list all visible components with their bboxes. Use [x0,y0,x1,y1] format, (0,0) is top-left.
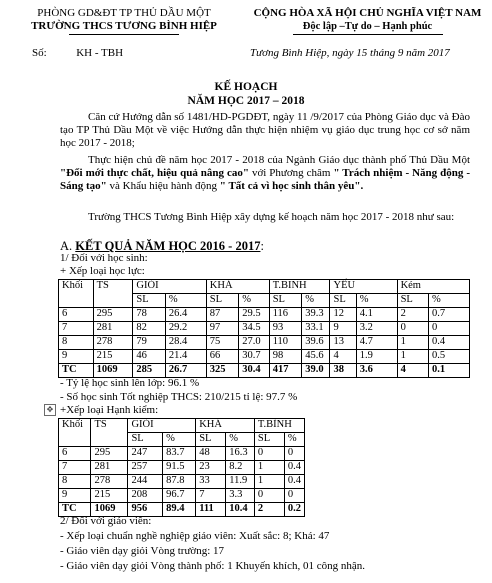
cell: 7 [59,461,91,475]
doc-number-label: Số: [32,47,47,59]
sub-header: % [226,433,255,447]
cell: 45.6 [302,350,330,364]
cell: 26.4 [165,308,206,322]
cell: 0.4 [284,475,304,489]
table-row [59,475,305,489]
table-move-handle-icon[interactable]: ✥ [44,404,56,416]
section-a-prefix: A. [60,239,76,253]
cell: 295 [93,308,133,322]
conduct-ranking-table [58,418,305,517]
cell: 0 [284,489,304,503]
cell: 1069 [91,503,128,517]
table-header-row [59,419,305,433]
cell: 244 [128,475,163,489]
academic-ranking-table [58,279,470,378]
sub-header: SL [254,433,284,447]
header-right [250,7,485,35]
cell: 30.7 [239,350,269,364]
cell: 215 [91,489,128,503]
cell: 8.2 [226,461,255,475]
section-a-suffix: : [260,239,264,253]
cell: 1 [397,350,428,364]
cell: 325 [206,364,239,378]
cell: 82 [133,322,166,336]
cell: 21.4 [165,350,206,364]
cell: 0.4 [429,336,470,350]
cell: 208 [128,489,163,503]
cell: 78 [133,308,166,322]
header-left-rule [69,34,179,35]
doc-title: KẾ HOẠCH [214,81,278,93]
cell: 110 [269,336,302,350]
table-row [59,461,305,475]
cell: 4.7 [356,336,397,350]
cell: 9 [59,350,94,364]
cell: 0.5 [429,350,470,364]
cell: 75 [206,336,239,350]
cell: 29.5 [239,308,269,322]
cell: 98 [269,350,302,364]
col-header: Kém [397,280,469,294]
cell: 1 [254,475,284,489]
cell: 12 [330,308,356,322]
cell: 7 [59,322,94,336]
cell: 417 [269,364,302,378]
cell: 29.2 [165,322,206,336]
cell: 278 [91,475,128,489]
cell: 1069 [93,364,133,378]
cell: 1.9 [356,350,397,364]
header-right-rule [293,34,443,35]
city-level-good-teachers: - Giáo viên dạy giỏi Vòng thành phố: 1 Khuyến khích, 01 công nhận. [60,560,365,572]
table-header-row [59,280,470,294]
doc-subtitle: NĂM HỌC 2017 – 2018 [187,95,305,107]
cell: 33 [196,475,226,489]
students-subheading: 1/ Đối với học sinh: [60,252,148,264]
cell: 116 [269,308,302,322]
cell: 16.3 [226,447,255,461]
sub-header: % [302,294,330,308]
cell: 97 [206,322,239,336]
cell: 39.6 [302,336,330,350]
cell: 26.7 [165,364,206,378]
cell: 3.3 [226,489,255,503]
cell: 0 [284,447,304,461]
para2-slogan: " Tất cả vì học sinh thân yêu". [219,180,364,192]
table-row [59,489,305,503]
teacher-standard-ranking: - Xếp loại chuẩn nghề nghiệp giáo viên: Xuất sắc: 8; Khá: 47 [60,530,330,542]
table-total-row [59,364,470,378]
para2-text-a: Thực hiện chủ đề năm học 2017 - 2018 của Ngành Giáo dục thành phố Thủ Dầu Một [88,154,470,166]
cell: 89.4 [163,503,196,517]
sub-header: % [356,294,397,308]
col-header: GIỎI [128,419,196,433]
graduation-rate: - Số học sinh Tốt nghiệp THCS: 210/215 tỉ lệ: 97.7 % [60,391,298,403]
doc-number [32,47,123,59]
cell: 34.5 [239,322,269,336]
date-line: Tương Bình Hiệp, ngày 15 tháng 9 năm 2017 [250,47,450,59]
cell: 79 [133,336,166,350]
country-name: CỘNG HÒA XÃ HỘI CHỦ NGHĨA VIỆT NAM [253,7,482,19]
para2-text-e: và Khẩu hiệu hành động [106,180,220,192]
sub-header: % [165,294,206,308]
sub-header: % [429,294,470,308]
cell: 0.2 [284,503,304,517]
sub-header: SL [397,294,428,308]
cell: 6 [59,447,91,461]
promotion-rate: - Tỷ lệ học sinh lên lớp: 96.1 % [60,377,200,389]
cell: 10.4 [226,503,255,517]
col-header: KHÁ [206,280,269,294]
cell: 0 [397,322,428,336]
table-row [59,447,305,461]
table-row [59,322,470,336]
cell: 96.7 [163,489,196,503]
cell: 281 [91,461,128,475]
cell: 9 [59,489,91,503]
academic-ranking-label: + Xếp loại học lực: [60,265,145,277]
cell: 4.1 [356,308,397,322]
cell: 83.7 [163,447,196,461]
cell: 956 [128,503,163,517]
cell: 28.4 [165,336,206,350]
intro-paragraph-3: Trường THCS Tương Bình Hiệp xây dựng kế hoạch năm học 2017 - 2018 như sau: [88,211,455,223]
col-header: T.BÌNH [254,419,304,433]
conduct-ranking-label: +Xếp loại Hạnh kiểm: [60,404,159,416]
cell: 0.7 [429,308,470,322]
col-header: T.BINH [269,280,330,294]
school-name: TRƯỜNG THCS TƯƠNG BÌNH HIỆP [31,20,217,32]
col-header: YẾU [330,280,397,294]
cell: 281 [93,322,133,336]
cell: 46 [133,350,166,364]
cell: 27.0 [239,336,269,350]
cell: 295 [91,447,128,461]
table-row [59,308,470,322]
department-name: PHÒNG GD&ĐT TP THỦ DẦU MỘT [37,7,211,19]
sub-header: SL [206,294,239,308]
cell: 6 [59,308,94,322]
header-left [14,7,234,35]
cell: 0.1 [429,364,470,378]
cell: 7 [196,489,226,503]
cell: 1 [397,336,428,350]
para2-motto: " Trách nhiệm - Năng động - Sáng tạo" [60,167,470,192]
cell: 39.0 [302,364,330,378]
cell: 38 [330,364,356,378]
cell: 87 [206,308,239,322]
cell: 2 [254,503,284,517]
cell: 91.5 [163,461,196,475]
cell: 23 [196,461,226,475]
cell: 4 [330,350,356,364]
cell: 215 [93,350,133,364]
col-header: KHÁ [196,419,255,433]
cell: 8 [59,336,94,350]
doc-number-code: KH - TBH [76,47,124,59]
table-row [59,350,470,364]
sub-header: SL [128,433,163,447]
col-header: GIỎI [133,280,206,294]
cell: 4 [397,364,428,378]
cell: 93 [269,322,302,336]
school-level-good-teachers: - Giáo viên dạy giỏi Vòng trường: 17 [60,545,225,557]
sub-header: % [284,433,304,447]
cell: 0 [254,489,284,503]
cell: TC [59,503,91,517]
cell: 87.8 [163,475,196,489]
sub-header: % [163,433,196,447]
col-header: TS [93,280,133,308]
sub-header: SL [330,294,356,308]
teachers-subheading: 2/ Đối với giáo viên: [60,515,152,527]
section-a-title: KẾT QUẢ NĂM HỌC 2016 - 2017 [75,239,261,253]
col-header: Khối [59,280,94,308]
table-row [59,336,470,350]
cell: 48 [196,447,226,461]
cell: TC [59,364,94,378]
cell: 11.9 [226,475,255,489]
cell: 0 [429,322,470,336]
cell: 30.4 [239,364,269,378]
cell: 13 [330,336,356,350]
para2-text-c: với Phương châm [248,167,334,179]
cell: 1 [254,461,284,475]
cell: 33.1 [302,322,330,336]
col-header: TS [91,419,128,447]
cell: 278 [93,336,133,350]
sub-header: SL [196,433,226,447]
cell: 66 [206,350,239,364]
cell: 247 [128,447,163,461]
cell: 3.2 [356,322,397,336]
cell: 2 [397,308,428,322]
cell: 39.3 [302,308,330,322]
sub-header: SL [269,294,302,308]
cell: 0.4 [284,461,304,475]
cell: 0 [254,447,284,461]
country-motto: Độc lập –Tự do – Hạnh phúc [302,21,433,32]
intro-paragraph-2 [60,154,470,193]
cell: 3.6 [356,364,397,378]
cell: 257 [128,461,163,475]
cell: 8 [59,475,91,489]
para2-theme: "Đổi mới thực chất, hiệu quả nâng cao" [60,167,249,179]
sub-header: % [239,294,269,308]
intro-paragraph-1: Căn cứ Hướng dẫn số 1481/HD-PGDĐT, ngày 11 /9/2017 của Phòng Giáo dục và Đào tạo TP Thủ Dầu Một về việc Hướng dẫn thực hiện nhiệm vụ giáo dục trung học cơ sở năm học 2017 - 2018; [60,111,470,149]
cell: 111 [196,503,226,517]
cell: 9 [330,322,356,336]
col-header: Khối [59,419,91,447]
cell: 285 [133,364,166,378]
sub-header: SL [133,294,166,308]
